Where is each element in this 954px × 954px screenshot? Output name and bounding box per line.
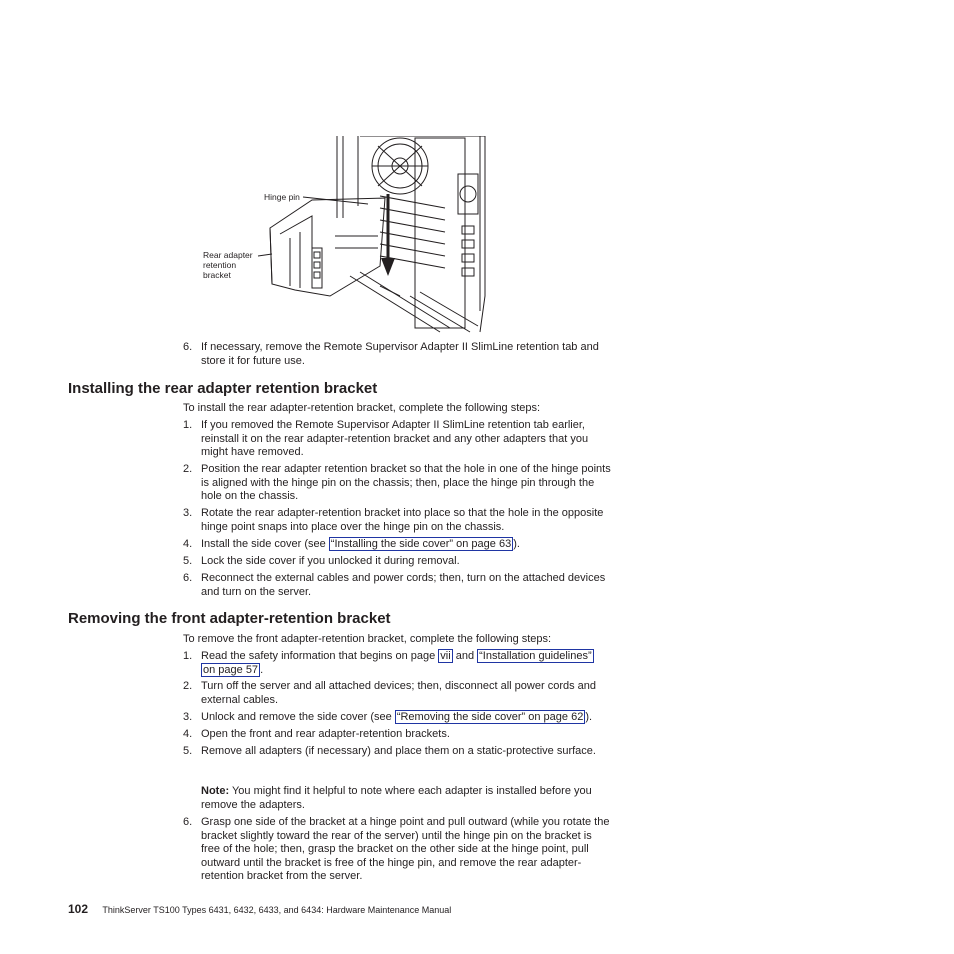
removing-side-cover-link[interactable]: “Removing the side cover” on page 62 xyxy=(396,711,584,723)
hinge-pin-label: Hinge pin xyxy=(264,192,300,202)
list-item: 2. Turn off the server and all attached devices; then, disconnect all power cords and external cables. xyxy=(183,680,597,706)
section-intro: To install the rear adapter-retention bracket, complete the following steps: xyxy=(183,402,541,414)
list-item: 4. Open the front and rear adapter-retention brackets. xyxy=(183,728,450,740)
page-footer xyxy=(68,902,451,916)
installation-guidelines-page-link[interactable]: on page 57 xyxy=(203,663,259,676)
bracket-illustration xyxy=(200,136,490,334)
page-number: 102 xyxy=(68,902,89,916)
list-item: 2. Position the rear adapter retention bracket so that the hole in one of the hinge points is aligned with the hinge pin on the chassis; then, place the hinge pin through the hole on the chassis. xyxy=(183,463,611,503)
list-item: 6. If necessary, remove the Remote Supervisor Adapter II SlimLine retention tab and store it for future use. xyxy=(183,341,599,367)
installation-guidelines-link[interactable]: “Installation guidelines” xyxy=(479,650,592,662)
list-item: 5. Remove all adapters (if necessary) and place them on a static-protective surface. xyxy=(183,745,596,757)
section-intro: To remove the front adapter-retention bracket, complete the following steps: xyxy=(183,633,552,645)
list-item: 5. Lock the side cover if you unlocked it during removal. xyxy=(183,555,460,567)
section-heading: Removing the front adapter-retention bracket xyxy=(68,610,391,627)
note-label: Note: xyxy=(201,785,230,797)
list-item: 3. Rotate the rear adapter-retention bracket into place so that the hole in the opposite hinge point snaps into place over the hinge pin on the chassis. xyxy=(183,507,604,533)
list-item: 3. Unlock and remove the side cover (see “Removing the side cover” on page 62 ). xyxy=(183,711,593,723)
list-item: 1. If you removed the Remote Supervisor Adapter II SlimLine retention tab earlier, reinstall it on the rear adapter-retention bracket and any other adapters that you might have removed. xyxy=(183,419,589,459)
section-heading: Installing the rear adapter retention bracket xyxy=(68,380,378,397)
direction-arrow xyxy=(381,194,395,276)
server-chassis-drawing xyxy=(200,136,490,334)
list-item: 1. Read the safety information that begins on page vii and “Installation guidelines” on page 57 . xyxy=(183,650,592,676)
manual-title: ThinkServer TS100 Types 6431, 6432, 6433, and 6434: Hardware Maintenance Manual xyxy=(102,905,452,915)
note: Note: You might find it helpful to note where each adapter is installed before you remove the adapters. xyxy=(201,785,592,811)
page-vii-link[interactable]: vii xyxy=(440,650,451,662)
bracket-label: Rear adapter retention bracket xyxy=(203,250,253,280)
list-item: 6. Grasp one side of the bracket at a hinge point and pull outward (while you rotate the bracket slightly toward the rear of the server) until the hinge pin on the bracket is free of the hole; then, grasp the bracket on the other side at the hinge point, pull outward until the bracket is free of the hinge pin, and remove the rear adapter-retention bracket from the server. xyxy=(183,816,610,883)
list-item: 4. Install the side cover (see “Installing the side cover” on page 63 ). xyxy=(183,538,520,550)
installing-side-cover-link[interactable]: “Installing the side cover” on page 63 xyxy=(330,538,512,550)
list-item: 6. Reconnect the external cables and power cords; then, turn on the attached devices and turn on the server. xyxy=(183,572,606,598)
